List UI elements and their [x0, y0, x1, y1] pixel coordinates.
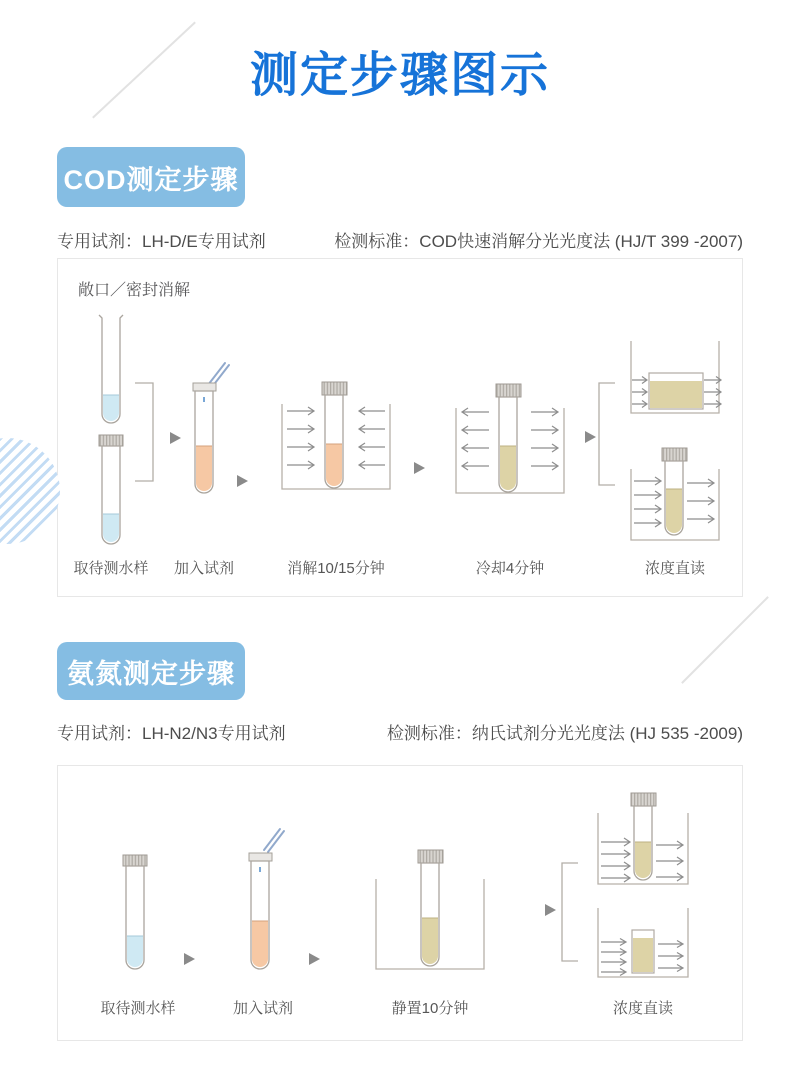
- reagent-test-tube: [249, 829, 284, 969]
- next-step-arrow-icon: [585, 431, 596, 443]
- capped-test-tube-sample: [123, 855, 147, 969]
- cod-diagram-box: [57, 258, 743, 597]
- photometer-cell-tube: [631, 448, 719, 540]
- cooling-beaker: [456, 384, 564, 493]
- cod-reagent-text: 专用试剂：LH-D/E专用试剂: [57, 232, 266, 251]
- photometer-cell-cuvette: [598, 908, 688, 977]
- step-label: 消解10/15分钟: [287, 560, 385, 577]
- step-label: 浓度直读: [644, 560, 706, 577]
- cod-flow-diagram: [58, 259, 742, 596]
- step-label: 冷却4分钟: [475, 560, 545, 577]
- next-step-arrow-icon: [184, 953, 195, 965]
- photometer-cell-cuvette: [631, 341, 721, 413]
- step-label: 加入试剂: [173, 560, 235, 577]
- cod-info-row: [57, 227, 743, 252]
- digestion-mode-note: 敞口／密封消解: [78, 282, 191, 299]
- next-step-arrow-icon: [545, 904, 556, 916]
- step-label: 静置10分钟: [391, 1000, 469, 1017]
- next-step-arrow-icon: [414, 462, 425, 474]
- next-step-arrow-icon: [237, 475, 248, 487]
- grouping-bracket: [562, 863, 578, 961]
- standing-beaker: [376, 850, 484, 969]
- step-label: 浓度直读: [612, 1000, 674, 1017]
- step-label: 取待测水样: [73, 560, 149, 577]
- ammonia-flow-diagram: [58, 766, 742, 1040]
- capped-test-tube-sample: [99, 435, 123, 544]
- open-test-tube-sample: [99, 315, 123, 423]
- ammonia-info-row: [57, 719, 743, 744]
- decorative-striped-circle: [0, 438, 60, 544]
- cod-standard-text: 检测标准：COD快速消解分光光度法 (HJ/T 399 -2007): [334, 232, 743, 251]
- decorative-diagonal-line: [681, 596, 769, 684]
- grouping-bracket: [135, 383, 153, 481]
- page-title: 测定步骤图示: [249, 49, 550, 102]
- photometer-cell-tube: [598, 793, 688, 884]
- next-step-arrow-icon: [309, 953, 320, 965]
- next-step-arrow-icon: [170, 432, 181, 444]
- ammonia-section-badge: 氨氮测定步骤: [57, 642, 245, 700]
- digestion-beaker: [282, 382, 390, 489]
- ammonia-diagram-box: [57, 765, 743, 1041]
- cod-section-badge: COD测定步骤: [57, 147, 245, 207]
- ammonia-standard-text: 检测标准：纳氏试剂分光光度法 (HJ 535 -2009): [386, 724, 743, 743]
- reagent-test-tube: [193, 363, 229, 493]
- step-label: 取待测水样: [100, 1000, 176, 1017]
- ammonia-reagent-text: 专用试剂：LH-N2/N3专用试剂: [57, 724, 286, 743]
- grouping-bracket: [599, 383, 615, 485]
- step-label: 加入试剂: [232, 1000, 294, 1017]
